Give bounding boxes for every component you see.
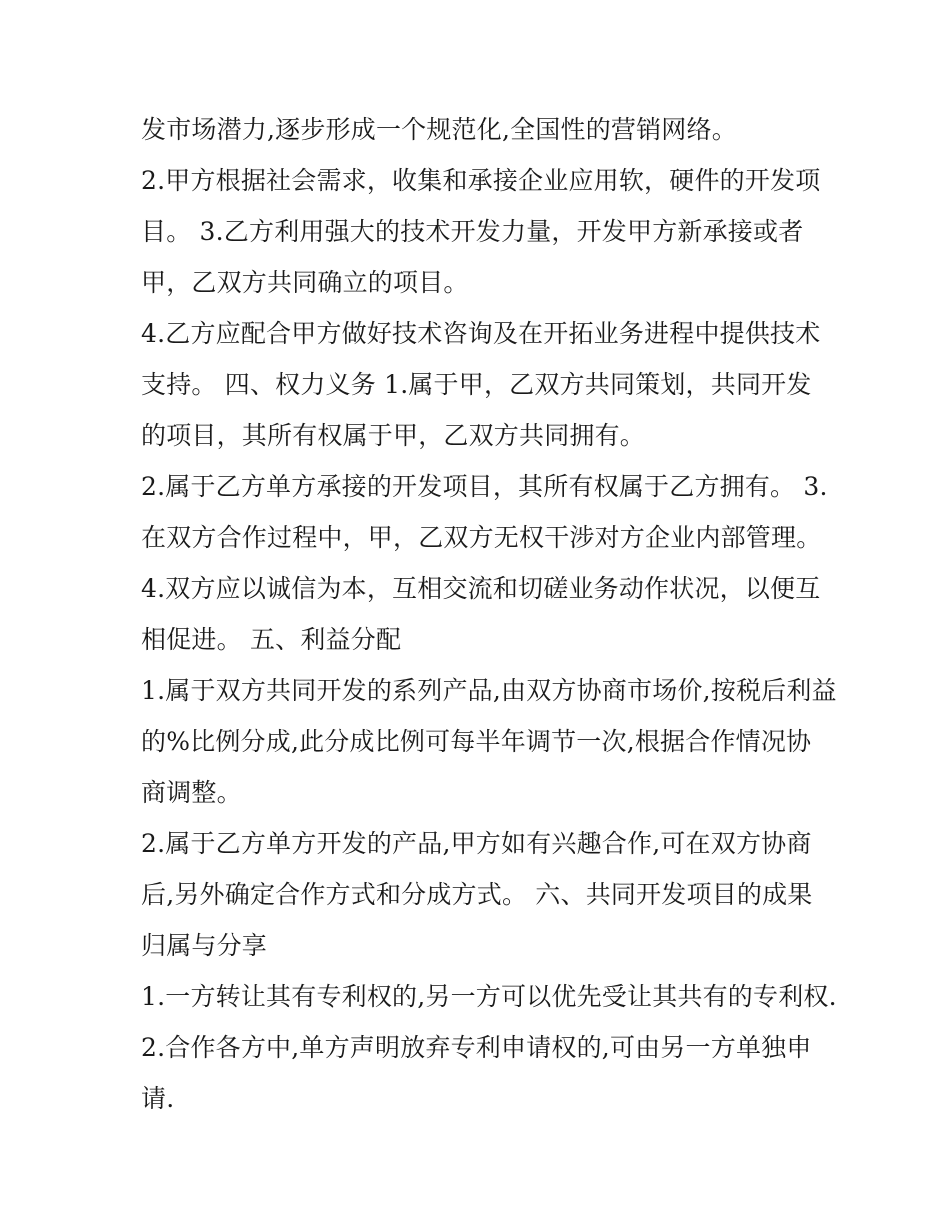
document-body — [141, 104, 837, 1124]
text-line: 2.属于乙方单方承接的开发项目，其所有权属于乙方拥有。 3. — [141, 472, 828, 501]
text-line: 后,另外确定合作方式和分成方式。 六、共同开发项目的成果 — [141, 880, 813, 909]
text-line: 支持。 四、权力义务 1.属于甲，乙双方共同策划，共同开发 — [141, 370, 812, 399]
text-line: 1.一方转让其有专利权的,另一方可以优先受让其共有的专利权. — [141, 982, 837, 1011]
text-line: 4.双方应以诚信为本，互相交流和切磋业务动作状况，以便互 — [141, 574, 821, 603]
text-line: 甲，乙双方共同确立的项目。 — [141, 268, 469, 297]
text-line: 归属与分享 — [141, 931, 268, 960]
text-line: 的项目，其所有权属于甲，乙双方共同拥有。 — [141, 421, 646, 450]
text-line: 1.属于双方共同开发的系列产品,由双方协商市场价,按税后利益 — [141, 676, 837, 705]
text-line: 的%比例分成,此分成比例可每半年调节一次,根据合作情况协 — [141, 727, 812, 756]
text-line: 2.甲方根据社会需求，收集和承接企业应用软，硬件的开发项 — [141, 166, 821, 195]
text-line: 4.乙方应配合甲方做好技术咨询及在开拓业务进程中提供技术 — [141, 319, 821, 348]
text-line: 商调整。 — [141, 778, 242, 807]
text-line: 发市场潜力,逐步形成一个规范化,全国性的营销网络。 — [141, 115, 737, 144]
text-line: 目。 3.乙方利用强大的技术开发力量，开发甲方新承接或者 — [141, 217, 804, 246]
text-line: 2.属于乙方单方开发的产品,甲方如有兴趣合作,可在双方协商 — [141, 829, 812, 858]
text-line: 在双方合作过程中，甲，乙双方无权干涉对方企业内部管理。 — [141, 523, 822, 552]
text-line: 相促进。 五、利益分配 — [141, 625, 402, 654]
text-line: 请. — [141, 1084, 175, 1113]
text-line: 2.合作各方中,单方声明放弃专利申请权的,可由另一方单独申 — [141, 1033, 812, 1062]
